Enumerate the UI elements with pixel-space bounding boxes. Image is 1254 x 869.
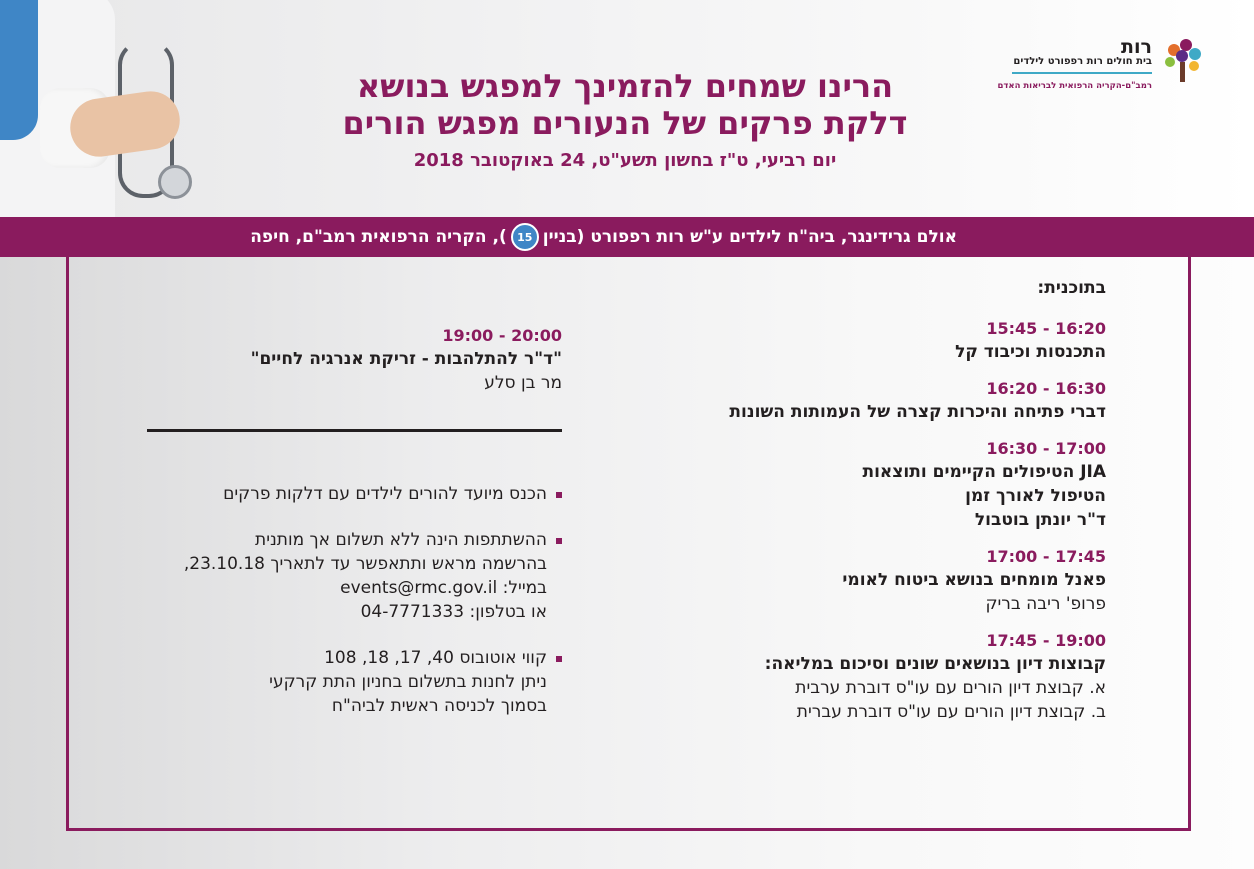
slot-time: 16:30 - 17:00 bbox=[986, 439, 1106, 458]
info-line: קווי אוטובוס 40, 17, 18, 108 bbox=[324, 648, 547, 668]
info-line: הכנס מיועד להורים לילדים עם דלקות פרקים bbox=[223, 484, 547, 504]
slot-title: JIA הטיפולים הקיימים ותוצאות bbox=[862, 462, 1106, 482]
location-text-before: אולם גרידינגר, ביה"ח לילדים ע"ש רות רפפורט (בניין bbox=[542, 227, 957, 247]
info-item bbox=[102, 528, 562, 624]
program-column bbox=[686, 278, 1106, 738]
logo-tagline: רמב"ם-הקריה הרפואית לבריאות האדם bbox=[997, 81, 1152, 91]
building-number-badge: 15 bbox=[511, 223, 539, 251]
logo-subtitle: בית חולים רות רפפורט לילדים bbox=[1013, 56, 1152, 67]
invitation-title-line2: דלקת פרקים של הנעורים מפגש הורים bbox=[342, 104, 908, 142]
program-heading: בתוכנית: bbox=[1037, 278, 1106, 298]
slot-title: "ד"ר להתלהבות - זריקת אנרגיה לחיים" bbox=[250, 349, 562, 369]
program-slot bbox=[686, 378, 1106, 424]
slot-title: קבוצות דיון בנושאים שונים וסיכום במליאה: bbox=[764, 654, 1106, 674]
slot-title: התכנסות וכיבוד קל bbox=[955, 342, 1106, 362]
tree-icon bbox=[1160, 36, 1206, 84]
slot-title: ד"ר יונתן בוטבול bbox=[974, 510, 1106, 530]
info-line: או בטלפון: 04-7771333 bbox=[360, 602, 547, 622]
program-slot bbox=[686, 318, 1106, 364]
slot-detail: ב. קבוצת דיון הורים עם עו"ס דוברת עברית bbox=[796, 702, 1106, 722]
info-item bbox=[102, 646, 562, 718]
slot-time: 16:20 - 16:30 bbox=[986, 379, 1106, 398]
location-band bbox=[0, 217, 1254, 257]
hospital-logo bbox=[996, 36, 1206, 100]
slot-time: 17:45 - 19:00 bbox=[986, 631, 1106, 650]
slot-title: הטיפול לאורך זמן bbox=[965, 486, 1106, 506]
program-slot bbox=[686, 546, 1106, 616]
logo-divider bbox=[1012, 72, 1152, 74]
info-line: ההשתתפות הינה ללא תשלום אך מותנית bbox=[255, 530, 547, 550]
info-column bbox=[102, 325, 562, 740]
slot-title: דברי פתיחה והיכרות קצרה של העמותות השונות bbox=[729, 402, 1106, 422]
slot-title: פאנל מומחים בנושא ביטוח לאומי bbox=[842, 570, 1106, 590]
doctor-stethoscope-image bbox=[0, 0, 200, 217]
location-text bbox=[250, 217, 957, 257]
event-date: יום רביעי, ט"ז בחשון תשע"ט, 24 באוקטובר 2018 bbox=[413, 150, 837, 171]
slot-speaker: מר בן סלע bbox=[484, 373, 562, 393]
info-list bbox=[102, 482, 562, 718]
info-line: ניתן לחנות בתשלום בחניון התת קרקעי bbox=[269, 672, 547, 692]
logo-name: רות bbox=[1121, 36, 1152, 58]
info-item bbox=[102, 482, 562, 506]
section-divider bbox=[147, 429, 562, 432]
info-line: במייל: events@rmc.gov.il bbox=[340, 578, 547, 598]
invitation-title-line1: הרינו שמחים להזמינך למפגש בנושא bbox=[356, 67, 894, 105]
info-line: בהרשמה מראש ותתאפשר עד לתאריך 23.10.18, bbox=[183, 554, 547, 574]
slot-time: 17:00 - 17:45 bbox=[986, 547, 1106, 566]
slot-time: 19:00 - 20:00 bbox=[442, 326, 562, 345]
slot-detail: א. קבוצת דיון הורים עם עו"ס דוברת ערבית bbox=[795, 678, 1106, 698]
slot-detail: פרופ' ריבה בריק bbox=[985, 594, 1106, 614]
info-line: בסמוך לכניסה ראשית לביה"ח bbox=[331, 696, 547, 716]
location-text-after: ), הקריה הרפואית רמב"ם, חיפה bbox=[250, 227, 507, 247]
slot-time: 15:45 - 16:20 bbox=[986, 319, 1106, 338]
program-slot bbox=[686, 630, 1106, 724]
program-slot bbox=[686, 438, 1106, 532]
